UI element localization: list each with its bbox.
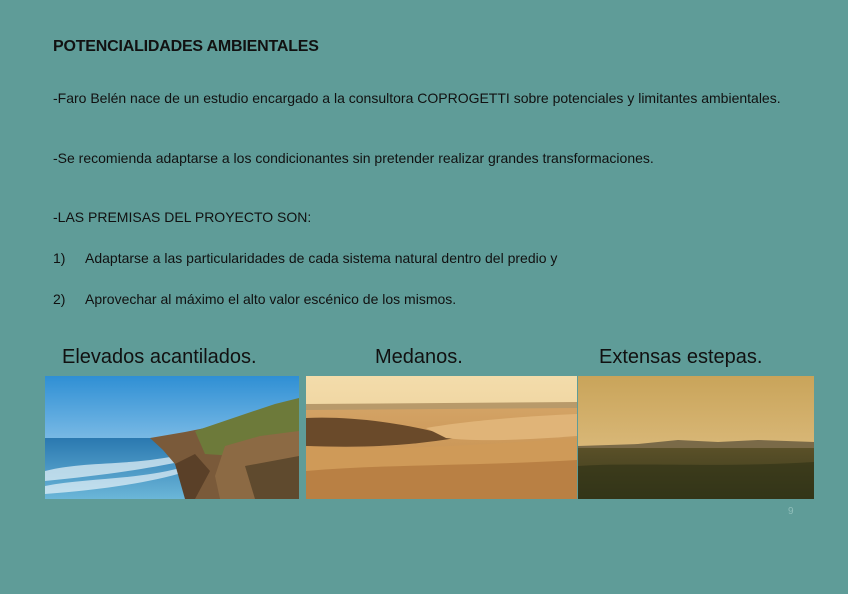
premises-heading: -LAS PREMISAS DEL PROYECTO SON: (53, 209, 312, 225)
steppe-photo (578, 376, 814, 499)
caption-steppe: Extensas estepas. (599, 346, 763, 368)
premise-item-2 (53, 289, 456, 309)
slide-title: POTENCIALIDADES AMBIENTALES (53, 38, 319, 55)
paragraph-recommendation: -Se recomienda adaptarse a los condicionantes sin pretender realizar grandes transformaciones. (53, 150, 654, 166)
premise-text: Adaptarse a las particularidades de cada sistema natural dentro del predio y (85, 250, 558, 266)
paragraph-study: -Faro Belén nace de un estudio encargado a la consultora COPROGETTI sobre potenciales y limitantes ambientales. (53, 90, 781, 106)
premise-number: 1) (53, 250, 66, 266)
premise-text: Aprovechar al máximo el alto valor escénico de los mismos. (85, 291, 457, 307)
premise-item-1 (53, 248, 557, 268)
caption-dunes: Medanos. (375, 346, 463, 368)
premise-number: 2) (53, 291, 66, 307)
slide-number: 9 (788, 506, 794, 517)
sand-dunes-photo (306, 376, 577, 499)
caption-cliffs: Elevados acantilados. (62, 346, 257, 368)
coastal-cliffs-photo (45, 376, 299, 499)
